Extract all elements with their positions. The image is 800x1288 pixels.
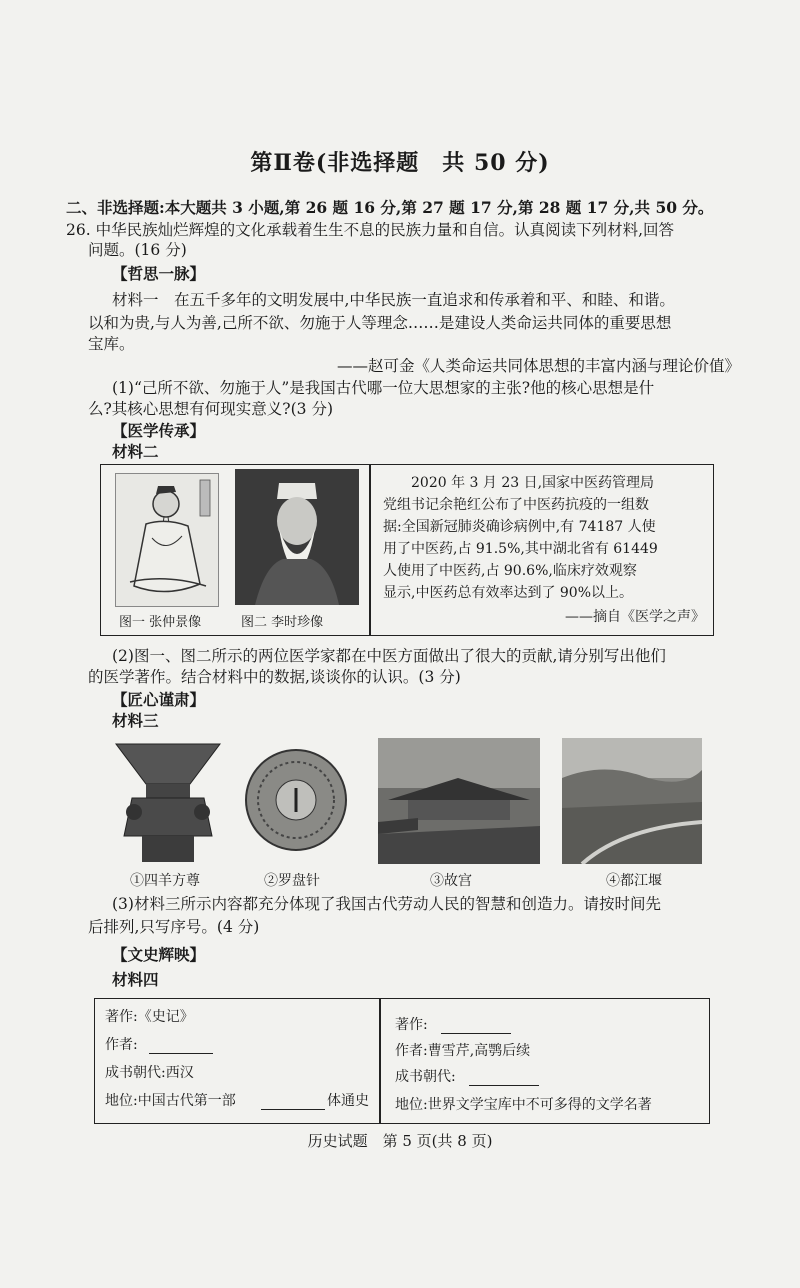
question1-line2: 么?其核心思想有何现实意义?(3 分) [88, 400, 334, 418]
left-author-blank [149, 1053, 213, 1054]
caption-artifact-1: ①四羊方尊 [130, 873, 200, 889]
left-status-b: 体通史 [327, 1093, 369, 1109]
right-work-blank [441, 1033, 511, 1034]
material2-label: 材料二 [112, 442, 159, 461]
forbidden-city-image [378, 738, 540, 864]
heading-craftsmanship: 【匠心谨肃】 [112, 690, 206, 709]
material2-text-line3: 据:全国新冠肺炎确诊病例中,有 74187 人使 [383, 519, 656, 535]
left-status-a: 地位:中国古代第一部 [105, 1093, 236, 1109]
material2-divider [369, 465, 371, 635]
section-intro: 二、非选择题:本大题共 3 小题,第 26 题 16 分,第 27 题 17 分,第 28 题 17 分,共 50 分。 [66, 198, 714, 217]
heading-medicine: 【医学传承】 [112, 421, 206, 440]
material4-label: 材料四 [112, 970, 159, 989]
right-author: 作者:曹雪芹,高鹗后续 [395, 1043, 531, 1059]
caption-artifact-2: ②罗盘针 [264, 873, 320, 889]
question3-line2: 后排列,只写序号。(4 分) [88, 918, 260, 936]
material2-text-line1: 2020 年 3 月 23 日,国家中医药管理局 [411, 475, 655, 491]
heading-literature-history: 【文史辉映】 [112, 945, 206, 964]
left-status-blank [261, 1109, 325, 1110]
li-shizhen-portrait [235, 469, 359, 605]
question2-line2: 的医学著作。结合材料中的数据,谈谈你的认识。(3 分) [88, 668, 461, 686]
page-footer: 历史试题 第 5 页(共 8 页) [307, 1132, 493, 1150]
heading-philosophy: 【哲思一脉】 [112, 264, 206, 283]
fig1-caption: 图一 张仲景像 [119, 615, 202, 630]
right-dynasty: 成书朝代: [395, 1069, 456, 1085]
four-goat-zun-image [112, 740, 224, 864]
fig2-caption: 图二 李时珍像 [241, 615, 324, 630]
section-title: 第Ⅱ卷(非选择题 共 50 分) [250, 150, 550, 176]
caption-artifact-4: ④都江堰 [606, 873, 662, 889]
left-work: 著作:《史记》 [105, 1009, 194, 1025]
caption-artifact-3: ③故宫 [430, 873, 472, 889]
question2-line1: (2)图一、图二所示的两位医学家都在中医方面做出了很大的贡献,请分别写出他们 [112, 647, 666, 665]
q26-stem-line2: 问题。(16 分) [88, 241, 187, 259]
material1-line1: 材料一 在五千多年的文明发展中,中华民族一直追求和传承着和平、和睦、和谐。 [112, 291, 675, 309]
material4-table [94, 998, 710, 1124]
left-author: 作者: [105, 1037, 138, 1053]
right-work: 著作: [395, 1017, 428, 1033]
q26-stem-line1: 26. 中华民族灿烂辉煌的文化承载着生生不息的民族力量和自信。认真阅读下列材料,回答 [66, 221, 675, 239]
material4-divider [379, 999, 381, 1123]
compass-image [244, 738, 348, 862]
material2-box [100, 464, 714, 636]
right-status: 地位:世界文学宝库中不可多得的文学名著 [395, 1097, 652, 1113]
left-dynasty: 成书朝代:西汉 [105, 1065, 194, 1081]
question1-line1: (1)“己所不欲、勿施于人”是我国古代哪一位大思想家的主张?他的核心思想是什 [112, 379, 655, 397]
material2-text-line4: 用了中医药,占 91.5%,其中湖北省有 61449 [383, 541, 658, 557]
right-dynasty-blank [469, 1085, 539, 1086]
zhang-zhongjing-portrait [115, 473, 219, 607]
question3-line1: (3)材料三所示内容都充分体现了我国古代劳动人民的智慧和创造力。请按时间先 [112, 895, 661, 913]
material2-text-line2: 党组书记余艳红公布了中医药抗疫的一组数 [383, 497, 649, 513]
material3-label: 材料三 [112, 711, 159, 730]
dujiangyan-image [562, 738, 702, 864]
material2-text-line6: 显示,中医药总有效率达到了 90%以上。 [383, 585, 634, 601]
material1-line2: 以和为贵,与人为善,己所不欲、勿施于人等理念……是建设人类命运共同体的重要思想 [88, 314, 672, 332]
material2-text-line5: 人使用了中医药,占 90.6%,临床疗效观察 [383, 563, 637, 579]
material1-source: ——赵可金《人类命运共同体思想的丰富内涵与理论价值》 [336, 357, 740, 375]
material2-source: ——摘自《医学之声》 [565, 609, 705, 625]
material1-line3: 宝库。 [88, 335, 135, 353]
